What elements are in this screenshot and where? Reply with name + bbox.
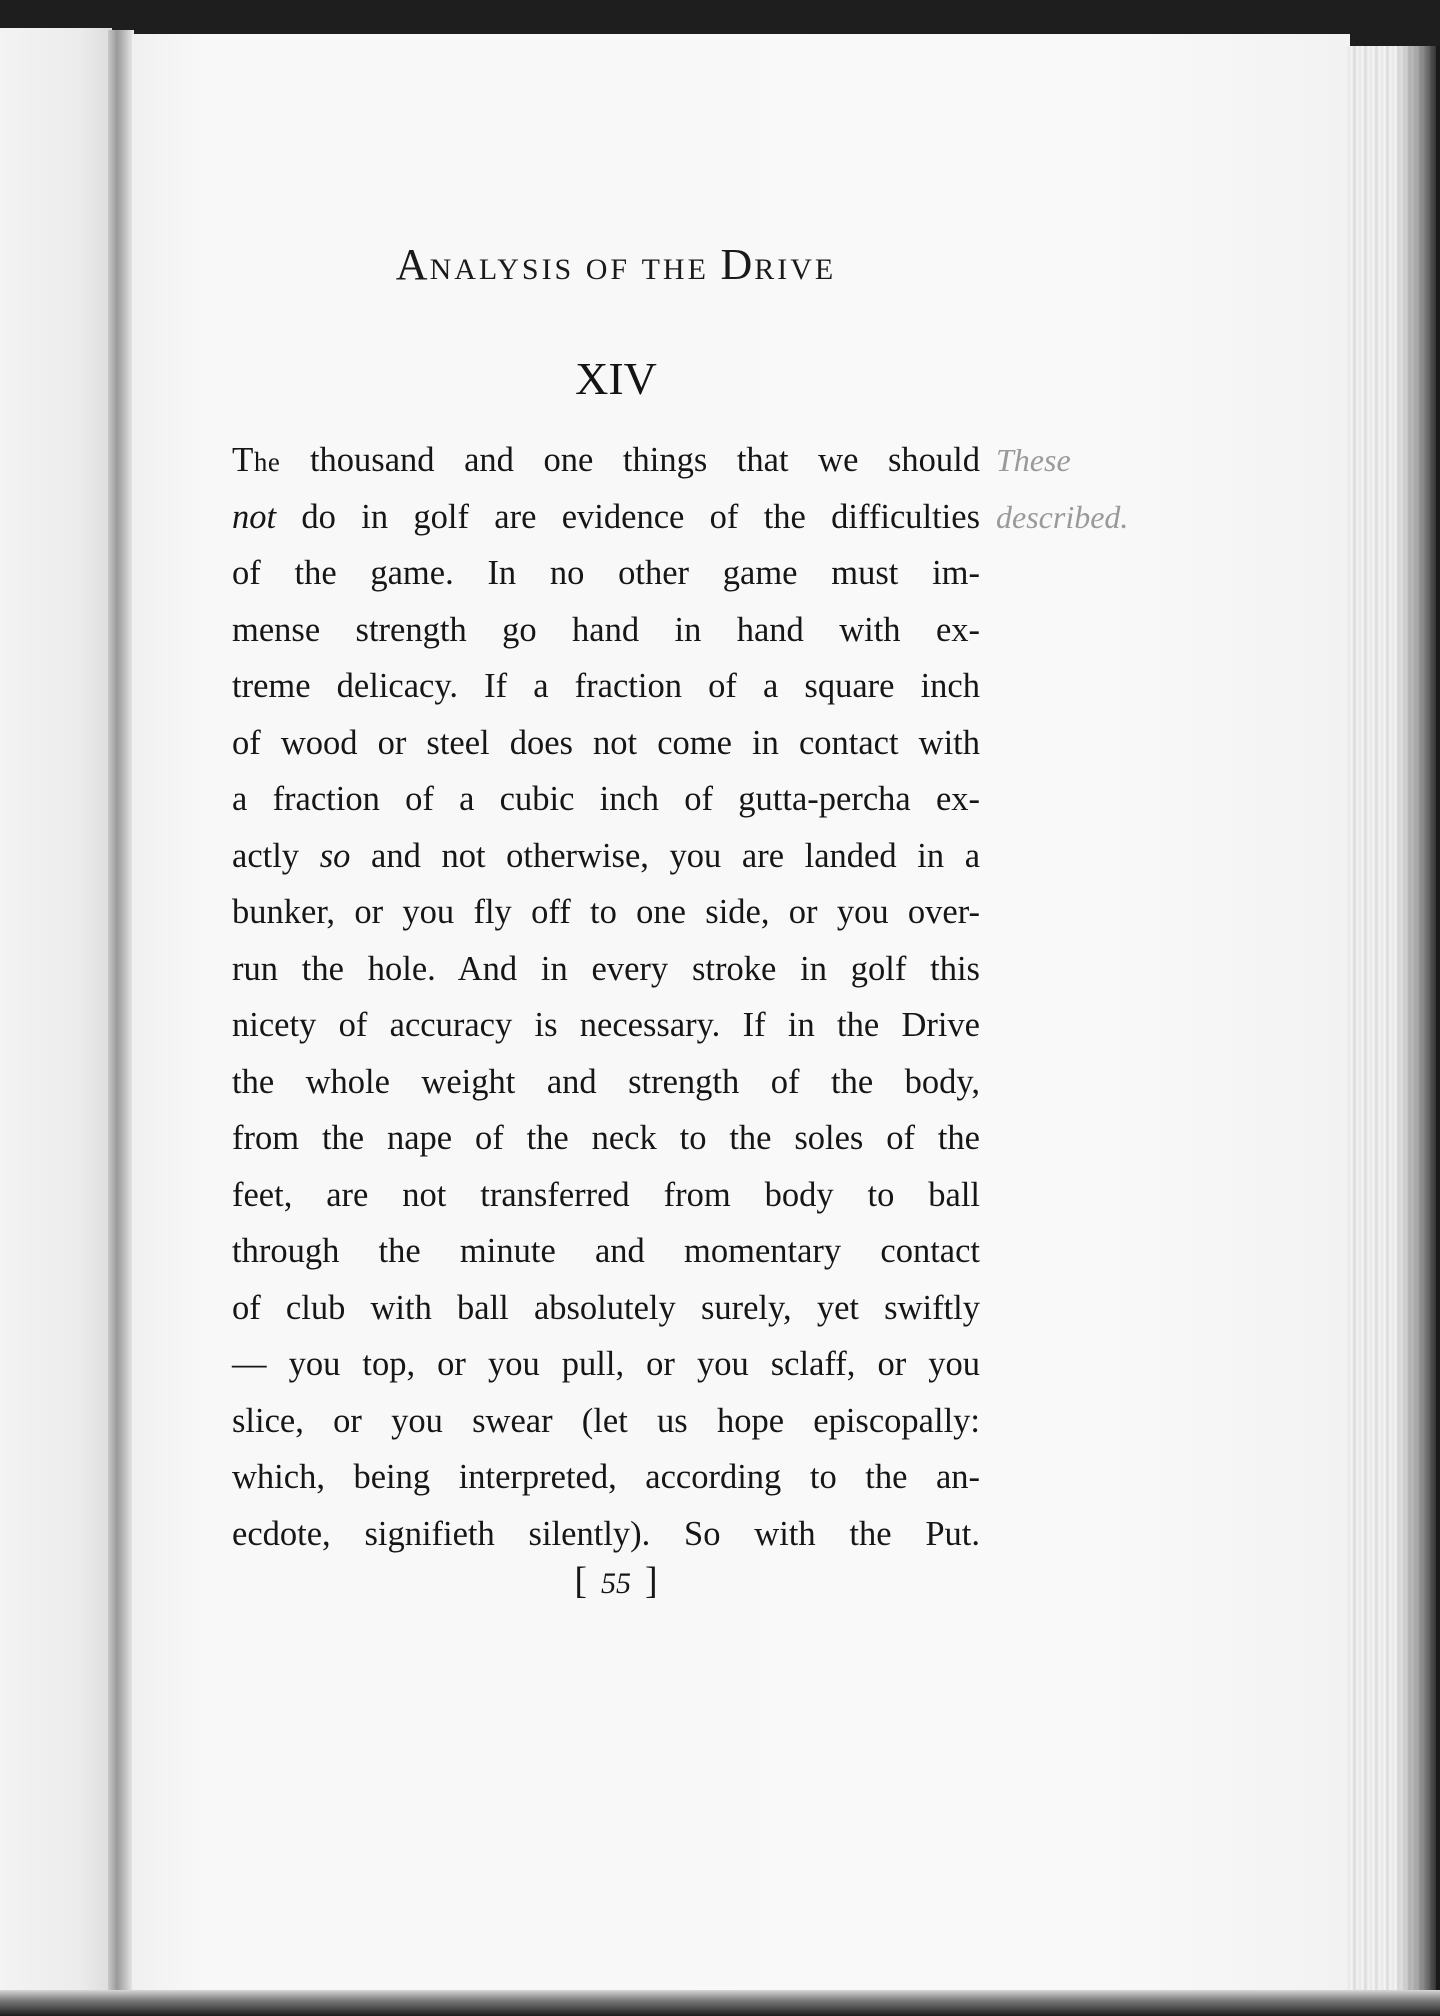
running-head-word-1-rest: NALYSIS — [429, 253, 575, 286]
lead-small-caps — [232, 440, 281, 479]
text-line: feet, are not transferred from body to ball — [232, 1175, 980, 1214]
text-line: run the hole. And in every stroke in golf this — [232, 949, 980, 988]
text-line: through the minute and momentary contact — [232, 1232, 980, 1270]
text-line — [232, 489, 980, 546]
emphasis-not: not — [232, 497, 277, 536]
text-line: mense strength go hand in hand with ex- — [232, 610, 980, 649]
text-line: treme delicacy. If a fraction of a square inch — [232, 667, 980, 705]
text-line: a fraction of a cubic inch of gutta-percha ex- — [232, 780, 980, 818]
body-text — [232, 432, 980, 1562]
bottom-edge — [0, 1990, 1440, 2016]
running-head-initial-4: D — [720, 240, 755, 289]
text-line: slice, or you swear (let us hope episcopally: — [232, 1401, 980, 1440]
text-line: bunker, or you fly off to one side, or you over- — [232, 893, 980, 931]
lead-initial: T — [232, 440, 254, 479]
running-head-word-4-rest: RIVE — [754, 253, 837, 286]
left-facing-page — [0, 28, 112, 2008]
margin-note-line: described. — [996, 498, 1129, 535]
text-line — [232, 828, 980, 885]
text-line: of the game. In no other game must im- — [232, 554, 980, 592]
line-1-rest: thousand and one things that we should — [280, 441, 980, 479]
margin-note — [996, 432, 1166, 545]
page-number — [246, 1556, 986, 1609]
edge-shadow — [1396, 46, 1440, 2016]
text-line — [232, 432, 980, 489]
running-head — [246, 242, 986, 293]
text-line: ecdote, signifieth silently). So with the Put. — [232, 1514, 980, 1553]
folio-close-bracket: ] — [645, 1560, 658, 1602]
text-line: — you top, or you pull, or you sclaff, or you — [232, 1345, 980, 1383]
margin-note-line: These — [996, 442, 1071, 478]
folio-number: 55 — [601, 1567, 631, 1600]
emphasis-so: so — [319, 836, 351, 875]
text-line: of club with ball absolutely surely, yet swiftly — [232, 1288, 980, 1327]
line-2-rest: do in golf are evidence of the difficulties — [276, 497, 980, 536]
text-line: of wood or steel does not come in contact with — [232, 723, 980, 762]
text-line: which, being interpreted, according to the an- — [232, 1458, 980, 1496]
running-head-word-2: OF — [585, 253, 631, 286]
text-line: the whole weight and strength of the body, — [232, 1062, 980, 1101]
running-head-initial-1: A — [395, 240, 430, 289]
folio-open-bracket: [ — [574, 1560, 587, 1602]
line-8-pre: actly — [232, 836, 320, 875]
line-8-post: and not otherwise, you are landed in a — [350, 836, 981, 875]
chapter-number: XIV — [575, 353, 657, 404]
text-line: from the nape of the neck to the soles of the — [232, 1119, 980, 1157]
lead-rest: he — [253, 447, 281, 477]
running-head-word-3: THE — [641, 253, 709, 286]
book-gutter — [108, 30, 134, 2002]
text-line: nicety of accuracy is necessary. If in the Drive — [232, 1006, 980, 1044]
